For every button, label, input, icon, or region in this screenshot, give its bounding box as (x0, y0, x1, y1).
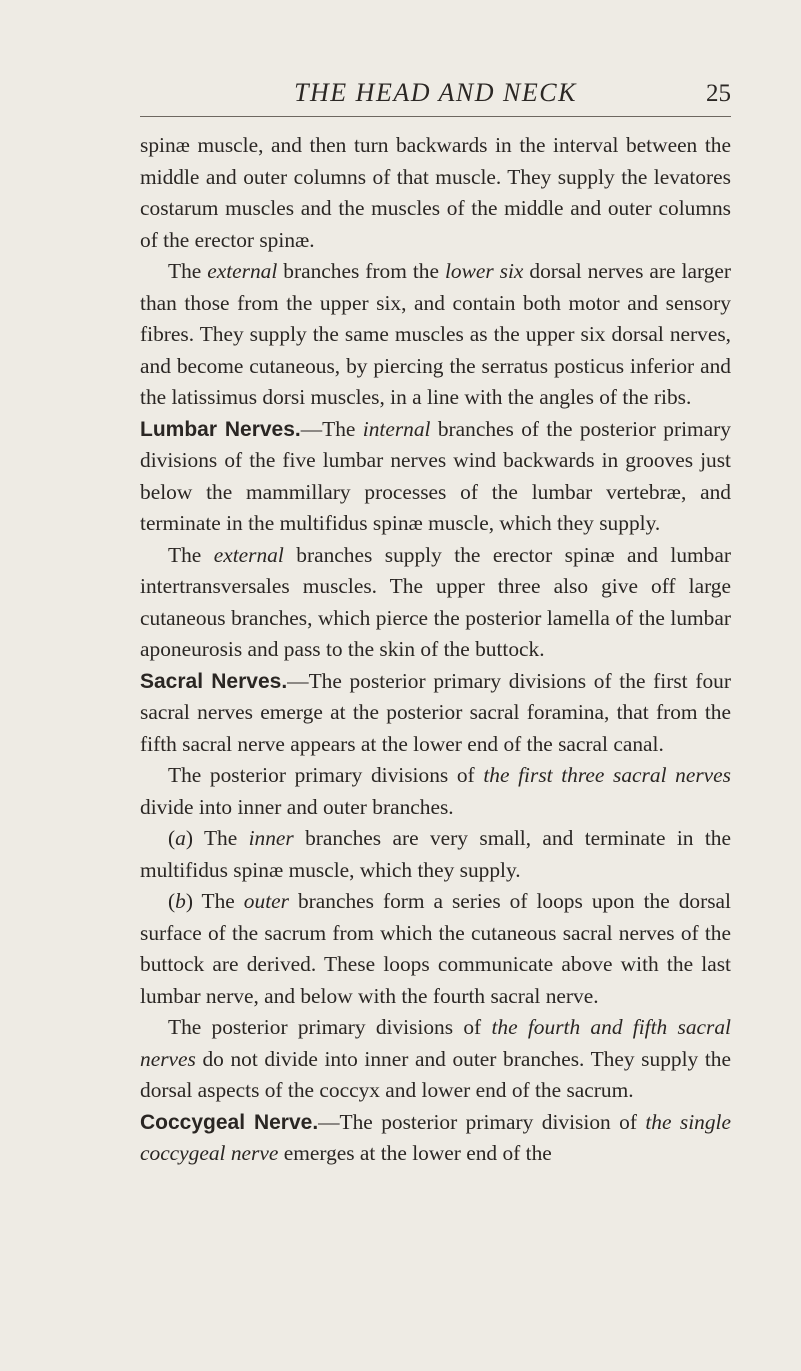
text-run: ) The (185, 826, 249, 850)
italic-term: the first three sacral nerves (483, 763, 731, 787)
paragraph-coccygeal-nerve (140, 1107, 731, 1170)
text-run: branches of the posterior primary divisions of the five lumbar nerves wind backwards in grooves just below the mammillary processes of the lumbar vertebræ, and terminate in the multifidus spinæ muscle, which they supply. (140, 416, 731, 535)
text-run: do not divide into inner and outer branches. They supply the dorsal aspects of the coccyx and lower end of the sacrum. (140, 1046, 731, 1102)
text-run: branches form a series of loops upon the dorsal surface of the sacrum from which the cutaneous sacral nerves of the buttock are derived. These loops communicate above with the last lumbar nerve, and below with the fourth sacral nerve. (140, 889, 731, 1008)
text-run: branches from the (277, 259, 445, 283)
running-header (140, 0, 731, 120)
text-run: dorsal nerves are larger than those from the upper six, and contain both motor and sensory fibres. They supply the same muscles as the upper six dorsal nerves, and become cutaneous, by piercing the serratus posticus inferior and the latissimus dorsi muscles, in a line with the angles of the ribs. (140, 259, 732, 409)
text-run: The posterior primary divisions of (168, 763, 484, 787)
section-heading-coccygeal: Coccygeal Nerve. (140, 1110, 319, 1134)
text-run: The posterior primary divisions of (168, 1015, 492, 1039)
text-run: —The posterior primary division of (318, 1109, 646, 1134)
text-run: ( (168, 889, 176, 913)
paragraph-lumbar-nerves (140, 414, 731, 540)
page-number: 25 (706, 80, 731, 107)
italic-term: a (175, 826, 186, 850)
italic-term: b (175, 889, 186, 913)
italic-term: lower six (444, 259, 524, 283)
text-run: divide into inner and outer branches. (140, 794, 454, 819)
italic-term: outer (243, 889, 289, 913)
text-run: ) The (185, 889, 244, 913)
text-run: —The (300, 416, 363, 441)
paragraph-sacral-first-three (140, 760, 731, 823)
italic-term: external (207, 259, 278, 283)
text-run: spinæ muscle, and then turn backwards in the interval between the middle and outer columns of that muscle. They supply the levatores costarum muscles and the muscles of the middle and outer columns of the erector spinæ. (140, 133, 731, 252)
paragraph-sacral-nerves (140, 666, 731, 761)
text-run: branches supply the erector spinæ and lumbar intertransversales muscles. The upper three also give off large cutaneous branches, which pierce the posterior lamella of the lumbar aponeurosis and pass to the skin of the buttock. (140, 542, 731, 661)
italic-term: external (213, 542, 284, 567)
section-heading-lumbar: Lumbar Nerves. (140, 417, 301, 441)
section-heading-sacral: Sacral Nerves. (140, 669, 288, 693)
text-run: branches are very small, and terminate in the multifidus spinæ muscle, which they supply. (140, 826, 731, 882)
paragraph-fourth-fifth-sacral (140, 1012, 731, 1107)
body-text (140, 130, 731, 1170)
paragraph-inner-branches (140, 823, 731, 886)
paragraph-dorsal-external (140, 256, 731, 414)
italic-term: the single coccygeal nerve (140, 1109, 731, 1165)
text-run: The (168, 259, 208, 283)
italic-term: the fourth and fifth sacral nerves (140, 1015, 731, 1071)
text-run: ( (168, 826, 176, 850)
paragraph-dorsal-internal-continued (140, 130, 731, 256)
paragraph-outer-branches (140, 886, 731, 1012)
italic-term: internal (362, 416, 431, 441)
paragraph-lumbar-external (140, 540, 731, 666)
header-rule (140, 116, 731, 117)
text-run: —The posterior primary divisions of the first four sacral nerves emerge at the posterior sacral foramina, that from the fifth sacral nerve appears at the lower end of the sacral canal. (140, 668, 731, 756)
text-run: The (168, 542, 214, 567)
text-run: emerges at the lower end of the (278, 1141, 552, 1165)
running-title: THE HEAD AND NECK (294, 78, 577, 107)
italic-term: inner (248, 826, 294, 850)
